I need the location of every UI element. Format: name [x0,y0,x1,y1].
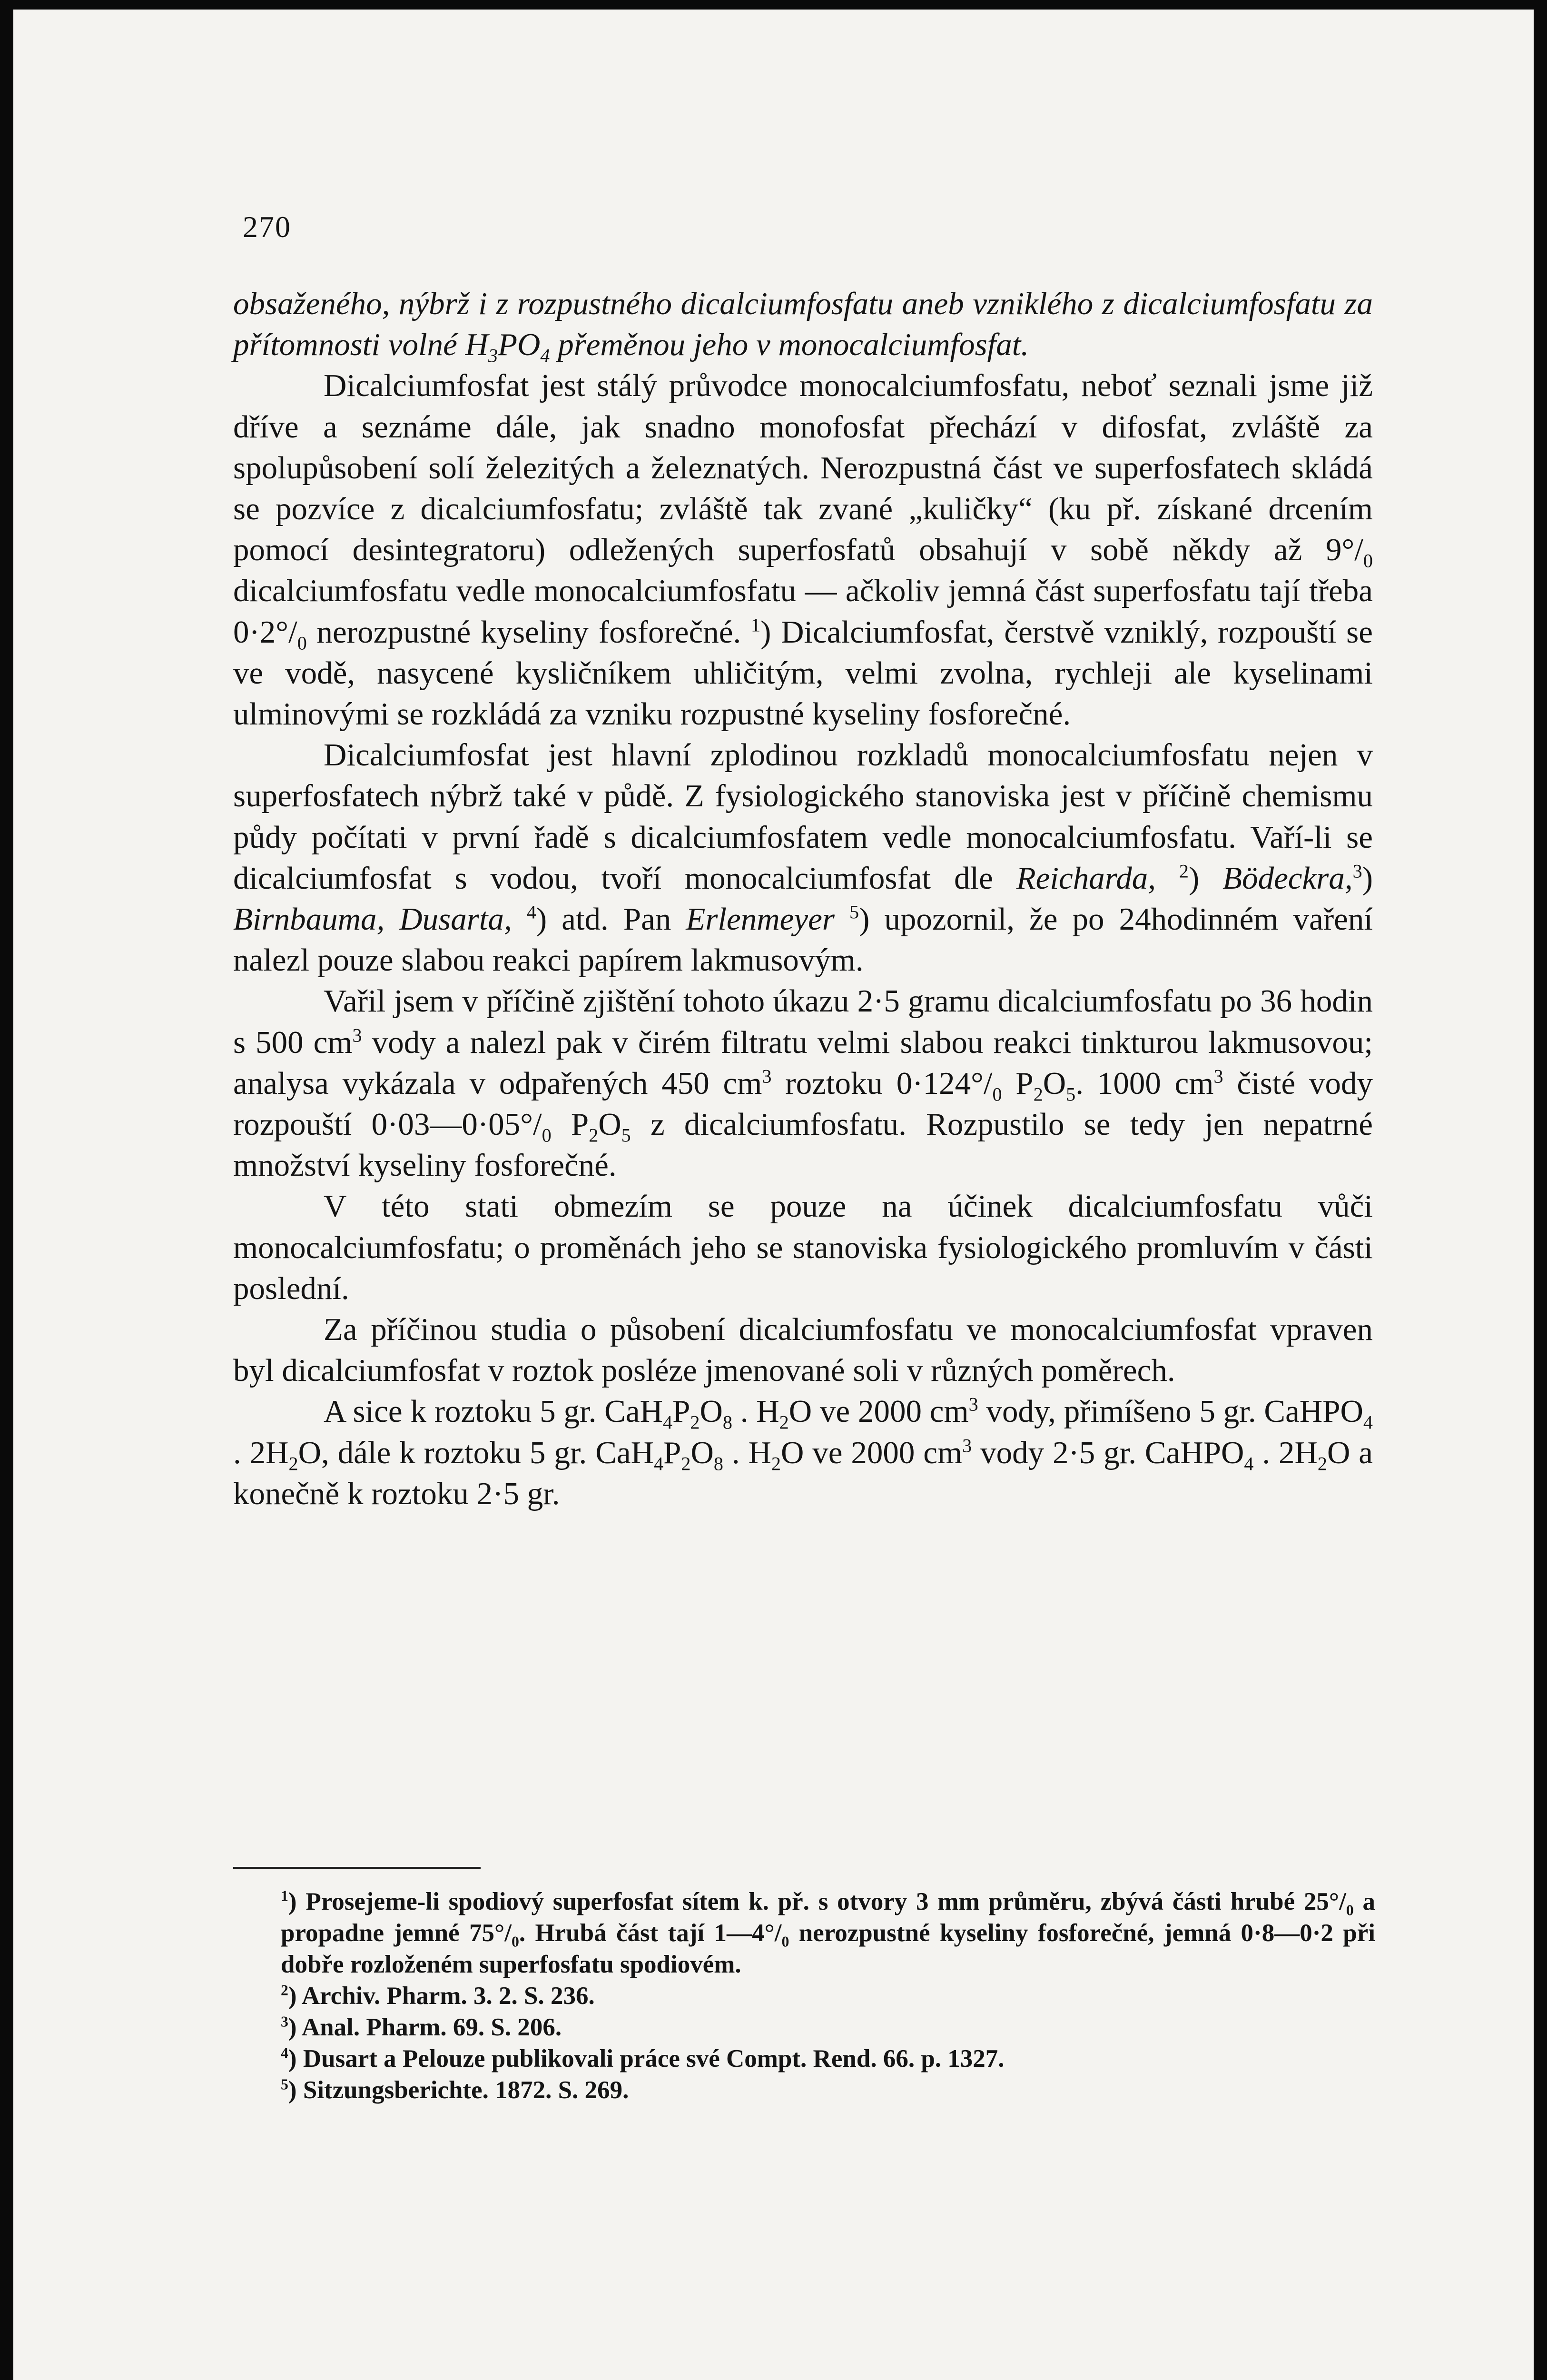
paragraph: A sice k roztoku 5 gr. $CaH_4P_2O_8$ . $H_2O$ ve 2000 $cm^3$ vody, přimíšeno 5 gr. CaHPO$_4$ . $2H_2O$, dále k roztoku 5 gr. $CaH_4P_2O_8$ . $H_2O$ ve 2000 $cm^3$ vody 2·5 gr. CaHPO$_4$ . $2H_2O$ a konečně k roztoku 2·5 gr. [233,1394,1373,1511]
footnote-marker: 3 [281,2013,288,2030]
footnote-marker: 4 [281,2044,288,2062]
scan-border-left [0,0,13,2380]
footnote-separator [233,1867,481,1869]
scan-border-top [0,0,1547,10]
footnotes [281,1886,1375,2106]
footnote-text: Dusart a Pelouze publikovali práce své Compt. Rend. 66. p. 1327. [303,2045,1005,2073]
footnote-3: $^3$) Anal. Pharm. 69. S. 206. [281,2013,562,2041]
footnote-text: Archiv. Pharm. 3. 2. S. 236. [301,1982,595,2010]
footnote-4: $^4$) Dusart a Pelouze publikovali práce své Compt. Rend. 66. p. 1327. [281,2044,1005,2073]
body-text [233,283,1373,1514]
paragraph-continuation: obsaženého, nýbrž i z rozpustného dicalciumfosfatu aneb vzniklého z dicalciumfosfatu za přítomnosti volné $H_3PO_4$ přeměnou jeho v monocalciumfosfat. [233,286,1373,367]
paragraph: V této stati obmezím se pouze na účinek dicalciumfosfatu vůči monocalciumfosfatu; o proměnách jeho se stanoviska fysiologického promluvím v části poslední. [233,1189,1373,1306]
footnote-1: $^1$) Prosejeme-li spodiový superfosfat sítem k. př. s otvory 3 mm průměru, zbývá části hrubé $25^\circ/_0$ a propadne jemné $75^\circ/_0$. Hrubá část tají $1—4^\circ/_0$ nerozpustné kyseliny fosforečné, jemná 0·8—0·2 při dobře rozloženém superfosfatu spodiovém. [281,1887,1376,1978]
paragraph: Dicalciumfosfat jest stálý průvodce monocalciumfosfatu, neboť seznali jsme již dříve a seznáme dále, jak snadno monofosfat přechází v difosfat, zvláště za spolupůsobení solí železitých a železnatých. Nerozpustná část ve superfosfatech skládá se pozvíce z dicalciumfosfatu; zvláště tak zvané „kuličky“ (ku př. získané drcením pomocí desintegratoru) odležených superfosfatů obsahují v sobě někdy až $9^\circ/_0$ dicalciumfosfatu vedle monocalciumfosfatu — ačkoliv jemná část superfosfatu tají třeba $0\cdot 2^\circ/_0$ nerozpustné kyseliny fosforečné. $^1$) Dicalciumfosfat, čerstvě vzniklý, rozpouští se ve vodě, nasycené kysličníkem uhličitým, velmi zvolna, rychleji ale kyselinami ulminovými se rozkládá za vzniku rozpustné kyseliny fosforečné. [233,368,1373,732]
footnote-text: Sitzungsberichte. 1872. S. 269. [303,2076,629,2104]
paragraph: Vařil jsem v příčině zjištění tohoto úkazu 2·5 gramu dicalciumfosfatu po 36 hodin s 500 $cm^3$ vody a nalezl pak v čirém filtratu velmi slabou reakci tinkturou lakmusovou; analysa vykázala v odpařených 450 $cm^3$ roztoku $0\cdot 124^\circ/_0$ $P_2O_5$. 1000 $cm^3$ čisté vody rozpouští $0\cdot 03—0\cdot 05^\circ/_0$ $P_2O_5$ z dicalciumfosfatu. Rozpustilo se tedy jen nepatrné množství kyseliny fosforečné. [233,983,1373,1183]
page-number: 270 [243,210,291,244]
footnote-marker: 1 [281,1887,288,1904]
footnote-text: Anal. Pharm. 69. S. 206. [301,2013,562,2041]
footnote-2: $^2$) Archiv. Pharm. 3. 2. S. 236. [281,1982,595,2010]
footnote-marker: 2 [281,1982,288,1999]
paragraph: Dicalciumfosfat jest hlavní zplodinou rozkladů monocalciumfosfatu nejen v superfosfatech nýbrž také v půdě. Z fysiologického stanoviska jest v příčině chemismu půdy počítati v první řadě s dicalciumfosfatem vedle monocalciumfosfatu. Vaří-li se dicalciumfosfat s vodou, tvoří monocalciumfosfat dle Reicharda, $^2$) Bödeckra,$^3$) Birnbauma, Dusarta, $^4$) atd. Pan Erlenmeyer $^5$) upozornil, že po 24hodinném vaření nalezl pouze slabou reakci papírem lakmusovým. [233,737,1373,978]
paragraph: Za příčinou studia o působení dicalciumfosfatu ve monocalciumfosfat vpraven byl dicalciumfosfat v roztok posléze jmenované soli v různých poměrech. [233,1312,1373,1388]
footnote-5: $^5$) Sitzungsberichte. 1872. S. 269. [281,2076,629,2104]
scan-border-right [1534,0,1547,2380]
footnote-text: Prosejeme-li spodiový superfosfat sítem k. př. s otvory 3 mm průměru, zbývá části hrubé $25^\circ/_0$ a propadne jemné $75^\circ/_0$. Hrubá část tají $1—4^\circ/_0$ nerozpustné kyseliny fosforečné, jemná 0·8—0·2 při dobře rozloženém superfosfatu spodiovém. [281,1888,1376,1978]
footnote-marker: 5 [281,2076,288,2093]
